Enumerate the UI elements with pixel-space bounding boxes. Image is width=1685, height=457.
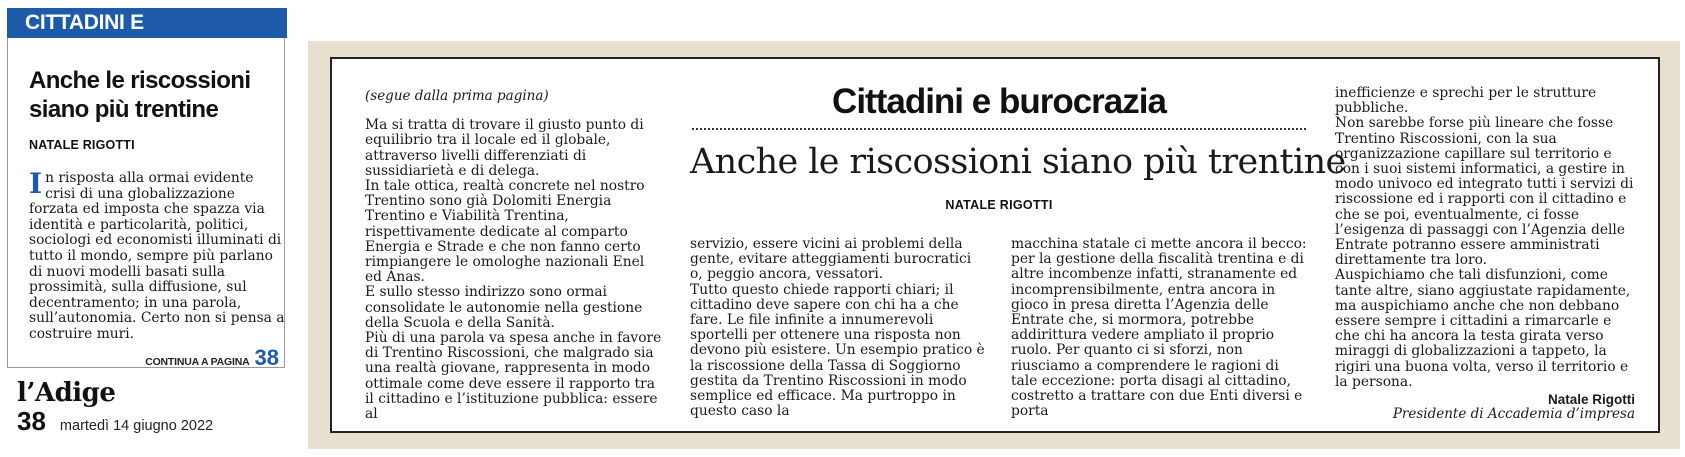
article-frame xyxy=(330,57,1660,433)
paragraph: Più di una parola va spesa anche in favore di Trentino Riscossioni, che malgrado sia una realtà giovane, rappresenta in modo ottimale come deve essere il rapporto tra il cittadino e l’istituzione pubblica: essere al xyxy=(365,330,662,423)
teaser-box[interactable] xyxy=(7,8,285,368)
teaser-dropcap: I xyxy=(29,167,43,200)
paragraph: In tale ottica, realtà concrete nel nostro Trentino sono già Dolomiti Energia Trentino e Viabilità Trentina, rispettivamente dedicate al comparto Energia e Strade e che non fanno certo rimpiangere le omologhe nazionali Enel ed Anas. xyxy=(365,178,645,286)
paragraph: Auspichiamo che tali disfunzioni, come tante altre, siano aggiustate rapidamente, ma auspichiamo anche che non debbano essere sempre i cittadini a rimarcarle e che chi ha ancora la testa girata verso miraggi di globalizzazioni a tappeto, la rigiri una buona volta, verso il territorio e la persona. xyxy=(1335,267,1631,390)
newspaper-logo: l’Adige xyxy=(17,378,116,408)
folio-row xyxy=(17,406,287,437)
article-kicker: Cittadini e burocrazia xyxy=(832,82,1166,121)
paragraph: inefficienze e sprechi per le strutture pubbliche. xyxy=(1335,85,1597,117)
article-column-4 xyxy=(1335,86,1635,422)
continue-link[interactable] xyxy=(145,345,279,371)
article-byline: NATALE RIGOTTI xyxy=(945,198,1053,212)
teaser-body xyxy=(29,167,287,343)
page-number: 38 xyxy=(17,406,46,436)
issue-date: martedì 14 giugno 2022 xyxy=(59,418,214,434)
author-role: Presidente di Accademia d’impresa xyxy=(1392,406,1635,423)
article-column-3 xyxy=(1011,237,1309,419)
paragraph: E sullo stesso indirizzo sono ormai consolidate le autonomie nella gestione della Scuola e della Sanità. xyxy=(365,284,643,331)
paragraph: Ma si tratta di trovare il giusto punto di equilibrio tra il locale ed il globale, attraverso livelli differenziati di sussidiarietà e di delega. xyxy=(365,117,644,179)
teaser-section-kicker: CITTADINI E BUROCRAZIA xyxy=(7,8,287,38)
author-signature: Natale Rigotti xyxy=(1547,392,1635,408)
paragraph: Non sarebbe forse più lineare che fosse Trentino Riscossioni, con la sua organizzazione capillare sul territorio e con i suoi sistemi informatici, a gestire in modo univoco ed integrato tutti i servizi di riscossione ed i rapporti con il cittadino e che se poi, eventualmente, ci fosse l’esigenza di passaggi con l’Agenzia delle Entrate potranno essere amministrati direttamente tra loro. xyxy=(1335,115,1634,269)
segue-note: (segue dalla prima pagina) xyxy=(365,88,549,104)
continue-label: CONTINUA A PAGINA xyxy=(145,356,250,368)
masthead xyxy=(17,378,287,437)
teaser-author: NATALE RIGOTTI xyxy=(29,138,135,152)
paragraph: servizio, essere vicini ai problemi della gente, evitare atteggiamenti burocratici o, peggio ancora, vessatori. xyxy=(690,236,972,283)
article-column-2 xyxy=(690,237,985,419)
dotted-divider xyxy=(692,128,1306,130)
paragraph: Tutto questo chiede rapporti chiari; il cittadino deve sapere con chi ha a che fare. Le file infinite a innumerevoli sportelli per ottenere una risposta non devono più esistere. Un esempio pratico è la riscossione della Tassa di Soggiorno gestita da Trentino Riscossioni in modo semplice ed efficace. Ma purtroppo in questo caso la xyxy=(690,281,985,420)
article-headline: Anche le riscossioni siano più trentine xyxy=(690,142,1346,182)
article-header xyxy=(690,81,1346,212)
teaser-body-text: n risposta alla ormai evidente crisi di una globalizzazione forzata ed imposta che spazza via identità e particolarità, politici, sociologi ed economisti illuminati di tutto il mondo, sempre più parlano di nuovi modelli basati sulla prossimità, sulla diffusione, sul decentramento; in una parola, sull’autonomia. Certo non si pensa a costruire muri. xyxy=(29,170,285,342)
paragraph: macchina statale ci mette ancora il becco: per la gestione della fiscalità trentina e di altre incombenze infatti, stranamente ed incomprensibilmente, entra ancora in gioco in presa diretta l’Agenzia delle Entrate che, si mormora, potrebbe addirittura vedere ampliato il proprio ruolo. Per quanto ci si sforzi, non riusciamo a comprendere le ragioni di tale eccezione: porta disagi al cittadino, costretto a trattare con due Enti diversi e porta xyxy=(1011,236,1307,420)
article-panel xyxy=(308,41,1680,449)
article-column-1 xyxy=(365,89,665,422)
teaser-title[interactable]: Anche le riscossioni siano più trentine xyxy=(29,67,251,123)
continue-page-number: 38 xyxy=(254,345,279,370)
